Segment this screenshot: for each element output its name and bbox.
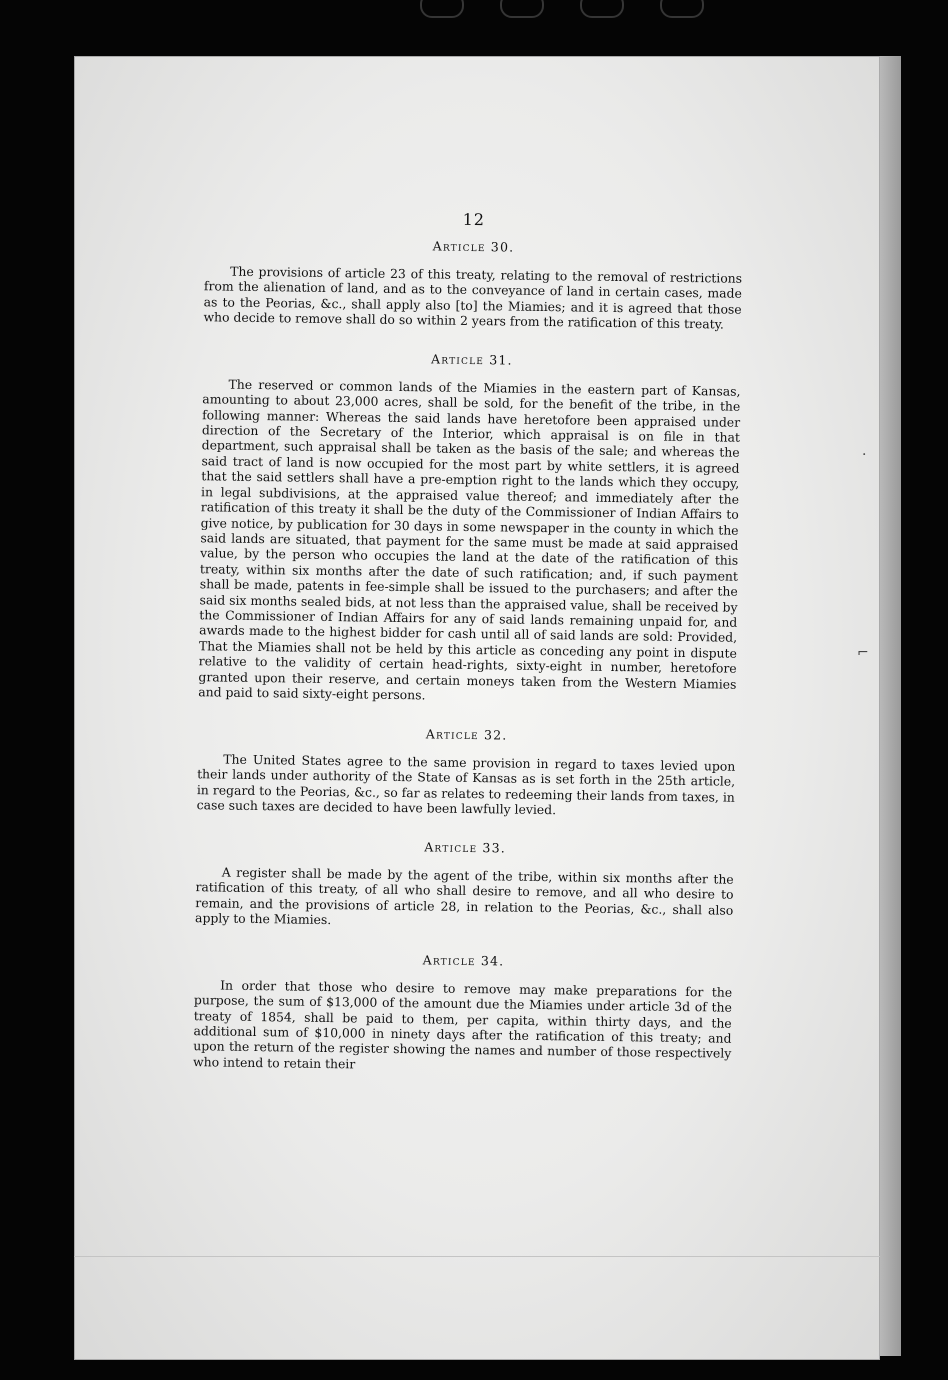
article-30: [203, 236, 742, 333]
article-heading: Article 32.: [425, 726, 508, 743]
article-heading: Article 33.: [424, 839, 507, 856]
article-text: In order that those who desire to remove may make preparations for the purpose, the sum of $13,000 of the amount due the Miamies under article 3d of the treaty of 1854, shall be paid to them, per capita, within thirty days, and the additional sum of $10,000 in ninety days after the ratification of this treaty; and upon the return of the register showing the names and number of those respectively who intend to retain their: [193, 977, 733, 1072]
article-heading: Article 31.: [430, 351, 513, 368]
article-text: The reserved or common lands of the Miamies in the eastern part of Kansas, amounting to about 23,000 acres, shall be sold, for the benefit of the tribe, in the following manner: Whereas the said lands have heretofore been appraised under direction of the Secretary of the Interior, which appraisal is on file in that department, such appraisal shall be taken as the basis of the sale; and whereas the said tract of land is now occupied for the most part by white settlers, it is agreed that the said settlers shall have a pre-emption right to the lands which they occupy, in legal subdivisions, at the appraised value thereof; and immediately after the ratification of this treaty it shall be the duty of the Commissioner of Indian Affairs to give notice, by publication for 30 days in some newspaper in the county in which the said lands are situated, that payment for the same must be made at said appraised value, by the person who occupies the land at the date of the ratification of this treaty, within six months after the date of such ratification; and, if such payment shall be made, patents in fee-simple shall be issued to the purchasers; and after the said six months sealed bids, at not less than the appraised value, shall be received by the Commissioner of Indian Affairs for any of said lands remaining unpaid for, and awards made to the highest bidder for cash until all of said lands are sold: Provided, That the Miamies shall not be held by this article as conceding any point in dispute relative to the validity of certain head-rights, sixty-eight in number, heretofore granted upon their reserve, and certain moneys taken from the Western Miamies and paid to said sixty-eight persons.: [198, 376, 741, 703]
article-heading: Article 34.: [422, 952, 505, 969]
document-body: [193, 208, 743, 1077]
margin-pencil-mark: ⌐: [857, 645, 869, 661]
article-text: The provisions of article 23 of this treaty, relating to the removal of restrictions from the alienation of land, and as to the conveyance of land in certain cases, made as to the Peorias, &c., shall apply also [to] the Miamies; and it is agreed that those who decide to remove shall do so within 2 years from the ratification of this treaty.: [203, 263, 743, 332]
article-33: [195, 837, 734, 934]
article-31: [198, 349, 741, 707]
margin-tick-mark: ·: [862, 447, 867, 463]
article-34: [193, 950, 733, 1077]
article-text: The United States agree to the same provision in regard to taxes levied upon their lands under authority of the State of Kansas as is set forth in the 25th article, in regard to the Peorias, &c., so far as relates to redeeming their lands from taxes, in case such taxes are decided to have been lawfully levied.: [196, 751, 736, 818]
article-text: A register shall be made by the agent of the tribe, within six months after the ratification of this treaty, of all who shall desire to remove, and all who desire to remain, and the provisions of article 28, in relation to the Peorias, &c., shall also apply to the Miamies.: [195, 864, 734, 928]
article-heading: Article 30.: [432, 238, 515, 255]
bottom-rule: [74, 1256, 880, 1257]
article-32: [197, 724, 736, 821]
page-number: 12: [462, 209, 486, 230]
film-sprocket-edge: [380, 0, 740, 22]
